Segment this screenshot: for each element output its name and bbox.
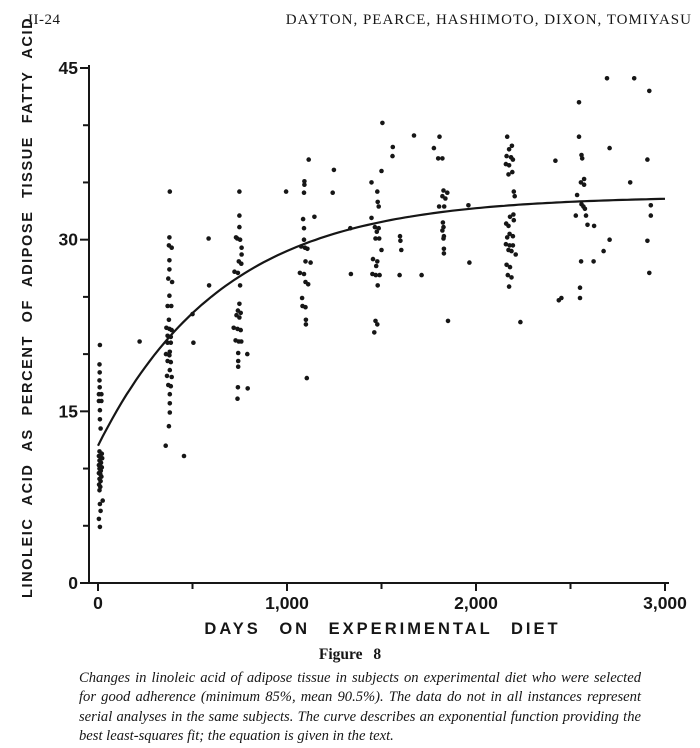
figure-caption: Changes in linoleic acid of adipose tissue in subjects on experimental diet who were selected for good adherence (minimum 85%, mean 90.5%). The data do not in all instances represent serial analyses in the same subjects. The curve describes an exponential function providing the best least-squares fit; the equation is given in the text.	[79, 670, 641, 745]
svg-text:1,000: 1,000	[265, 593, 309, 613]
running-head: DAYTON, PEARCE, HASHIMOTO, DIXON, TOMIYASU	[285, 12, 692, 28]
scatter-points	[97, 76, 654, 529]
svg-text:3,000: 3,000	[643, 593, 687, 613]
svg-text:45: 45	[58, 58, 78, 78]
fit-curve	[98, 199, 665, 446]
svg-text:2,000: 2,000	[454, 593, 498, 613]
svg-text:30: 30	[58, 229, 78, 250]
svg-text:15: 15	[58, 401, 78, 422]
svg-text:0: 0	[68, 573, 78, 593]
page-number: II-24	[28, 12, 61, 28]
figure-label: Figure 8	[318, 646, 382, 663]
tick-labels	[59, 58, 688, 613]
x-axis-title: DAYS ON EXPERIMENTAL DIET	[204, 620, 561, 638]
y-axis-title: LINOLEIC ACID AS PERCENT OF ADIPOSE TISSUE FATTY ACID	[20, 16, 36, 598]
svg-text:0: 0	[93, 593, 103, 613]
